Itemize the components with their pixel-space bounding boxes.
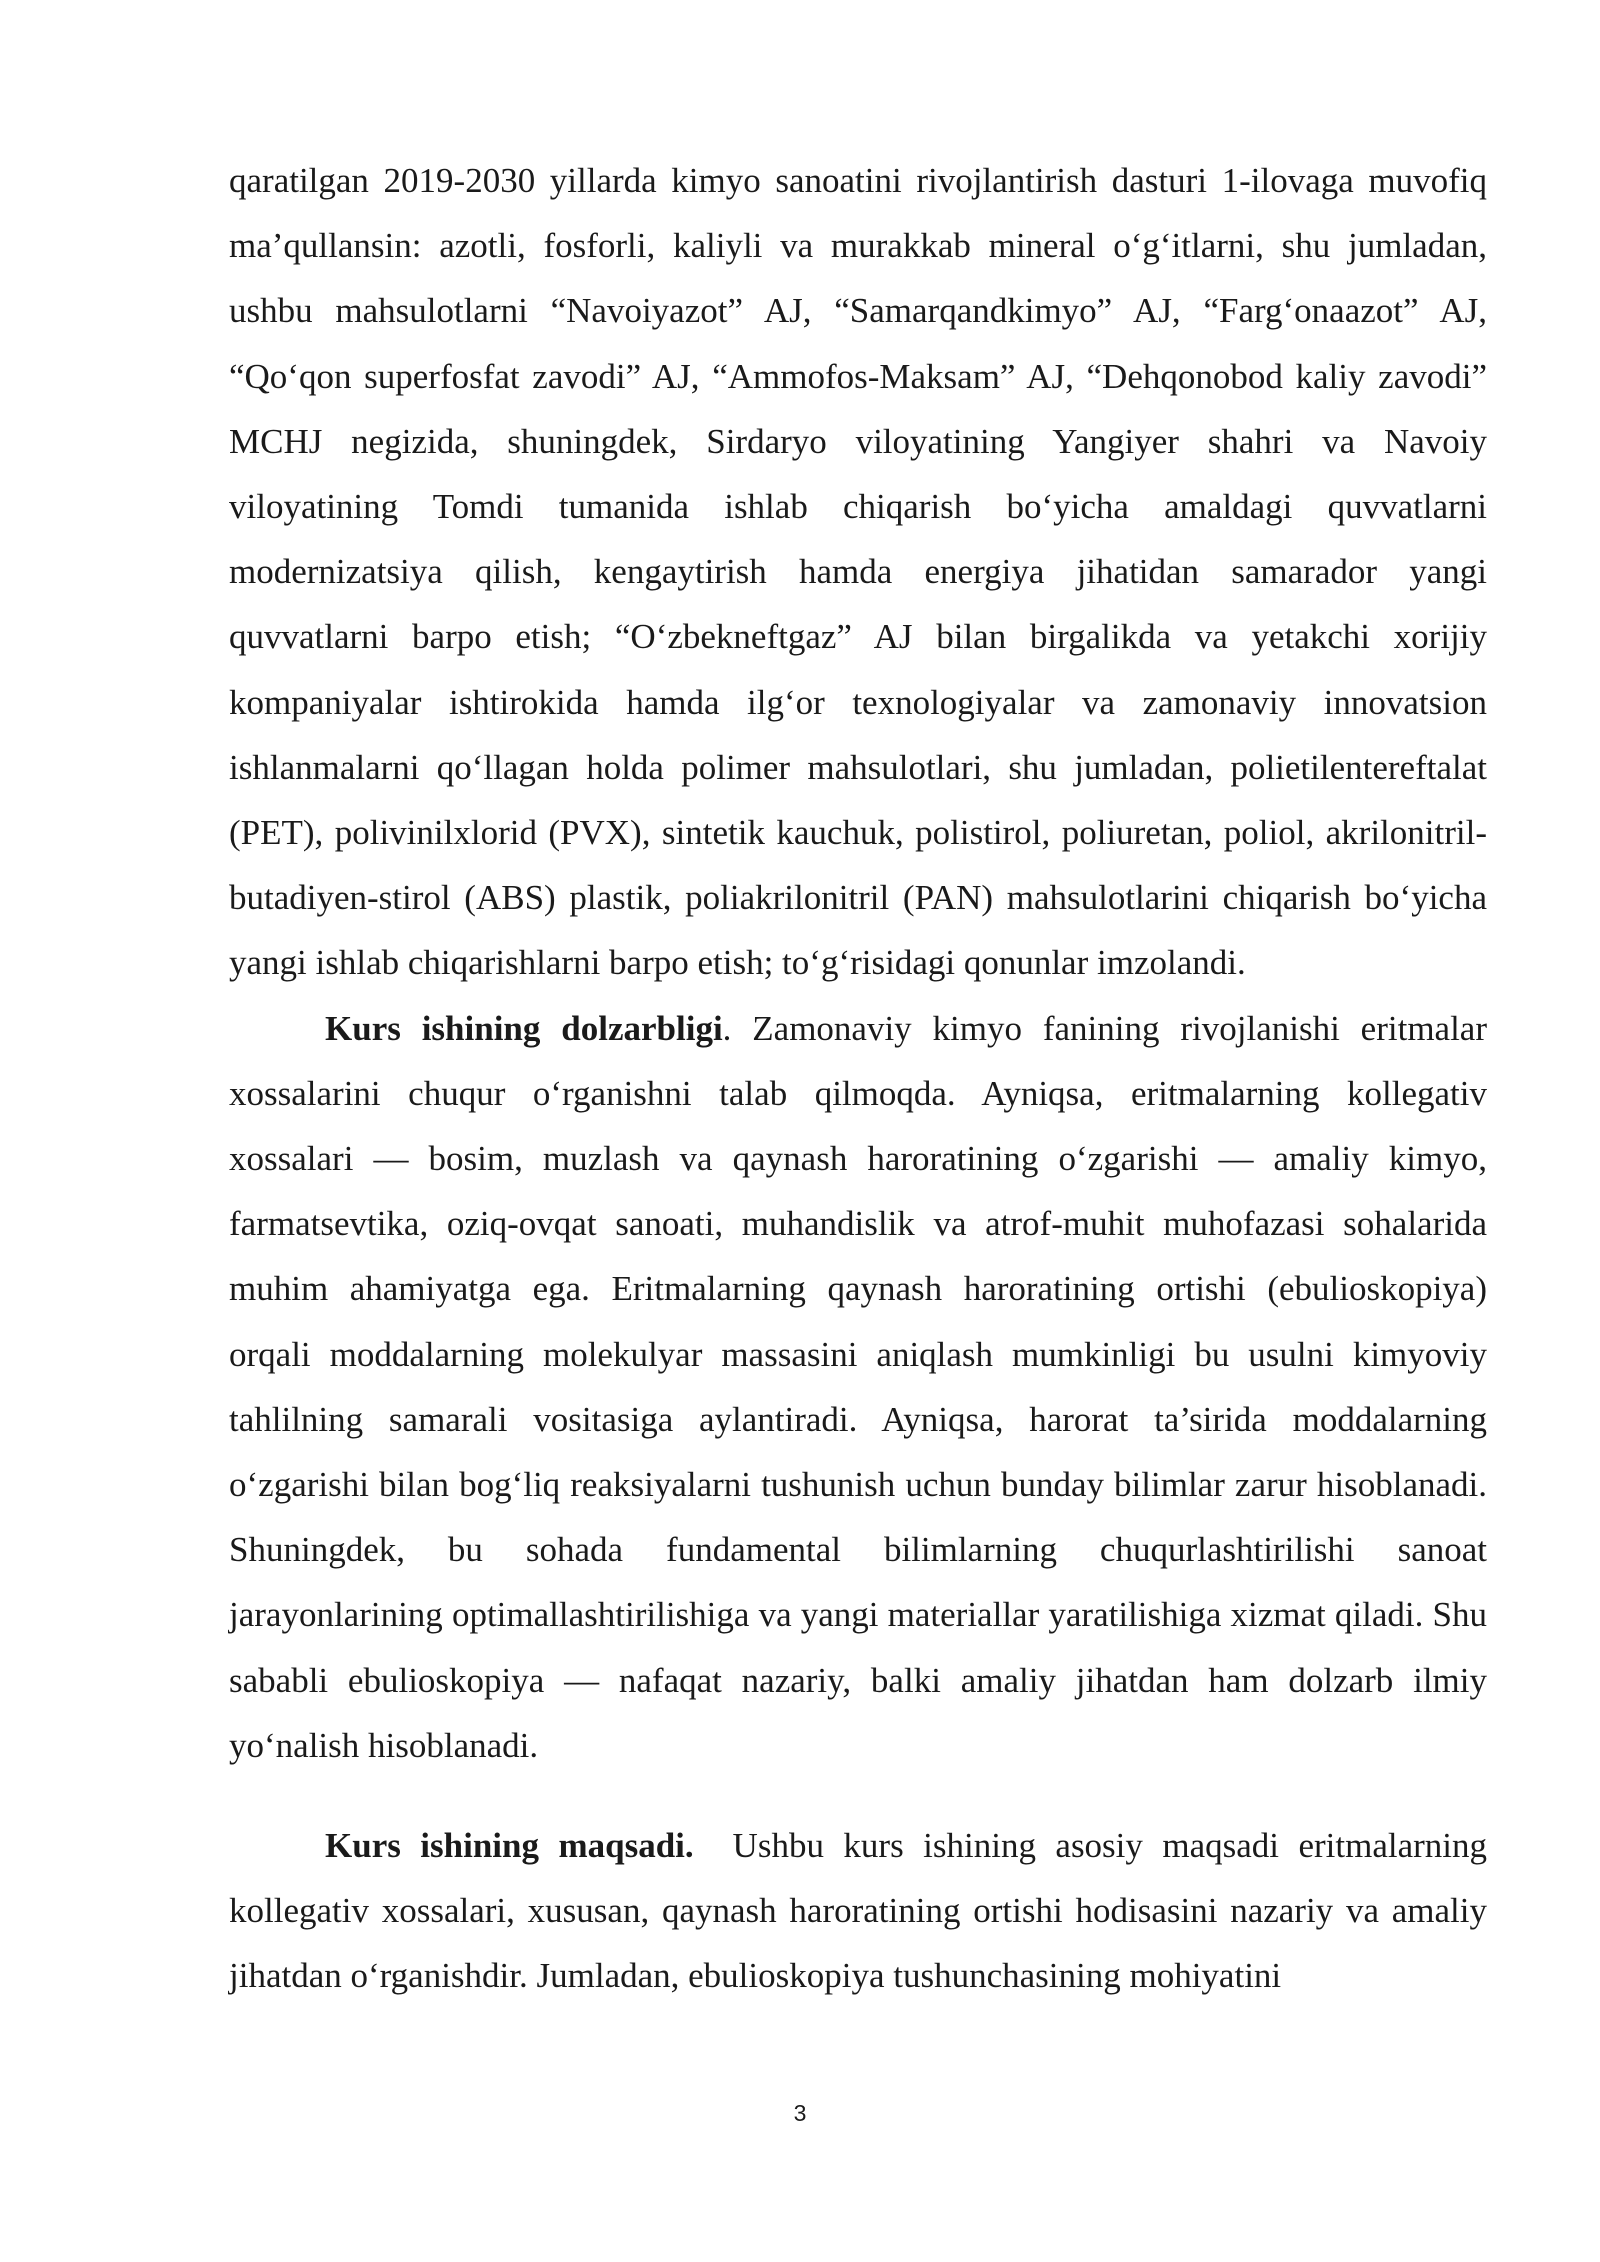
section-heading-goal: Kurs ishining maqsadi.: [325, 1826, 694, 1866]
section-heading-relevance: Kurs ishining dolzarbligi: [325, 1008, 723, 1048]
paragraph-text: . Zamonaviy kimyo fanining rivojlanishi eritmalar xossalarini chuqur o‘rganishni talab qilmoqda. Ayniqsa, eritmalarning kollegativ xossalari — bosim, muzlash va qaynash haroratining o‘zgarishi — amaliy kimyo, farmatsevtika, oziq-ovqat sanoati, muhandislik va atrof-muhit muhofazasi sohalarida muhim ahamiyatga ega. Eritmalarning qaynash haroratining ortishi (ebulioskopiya) orqali moddalarning molekulyar massasini aniqlash mumkinligi bu usulni kimyoviy tahlilning samarali vositasiga aylantiradi. Ayniqsa, harorat ta’sirida moddalarning o‘zgarishi bilan bog‘liq reaksiyalarni tushunish uchun bunday bilimlar zarur hisoblanadi. Shuningdek, bu sohada fundamental bilimlarning chuqurlashtirilishi sanoat jarayonlarining optimallashtirilishiga va yangi materiallar yaratilishiga xizmat qiladi. Shu sababli ebulioskopiya — nafaqat nazariy, balki amaliy jihatdan ham dolzarb ilmiy yo‘nalish hisoblanadi.: [229, 1008, 1487, 1765]
paragraph-relevance: [229, 996, 1487, 1778]
paragraph-chemistry-program: [229, 148, 1487, 996]
document-page: [229, 148, 1496, 2009]
paragraph-text: Ushbu kurs ishining asosiy maqsadi eritmalarning kollegativ xossalari, xususan, qaynash haroratining ortishi hodisasini nazariy va amaliy jihatdan o‘rganishdir. Jumladan, ebulioskopiya tushunchasining mohiyatini: [229, 1826, 1496, 1996]
paragraph-text: qaratilgan 2019-2030 yillarda kimyo sanoatini rivojlantirish dasturi 1-ilovaga muvofiq ma’qullansin: azotli, fosforli, kaliyli va murakkab mineral o‘g‘itlarni, shu jumladan, ushbu mahsulotlarni “Navoiyazot” AJ, “Samarqandkimyo” AJ, “Farg‘onaazot” AJ, “Qo‘qon superfosfat zavodi” AJ, “Ammofos-Maksam” AJ, “Dehqonobod kaliy zavodi” MCHJ negizida, shuningdek, Sirdaryo viloyatining Yangiyer shahri va Navoiy viloyatining Tomdi tumanida ishlab chiqarish bo‘yicha amaldagi quvvatlarni modernizatsiya qilish, kengaytirish hamda energiya jihatidan samarador yangi quvvatlarni barpo etish; “O‘zbekneftgaz” AJ bilan birgalikda va yetakchi xorijiy kompaniyalar ishtirokida hamda ilg‘or texnologiyalar va zamonaviy innovatsion ishlanmalarni qo‘llagan holda polimer mahsulotlari, shu jumladan, polietilentereftalat (PET), polivinilxlorid (PVX), sintetik kauchuk, polistirol, poliuretan, poliol, akrilonitril-butadiyen-stirol (ABS) plastik, poliakrilonitril (PAN) mahsulotlarini chiqarish bo‘yicha yangi ishlab chiqarishlarni barpo etish; to‘g‘risidagi qonunlar imzolandi.: [229, 161, 1487, 983]
page-number: 3: [793, 2100, 807, 2126]
paragraph-goal: [229, 1813, 1496, 2009]
